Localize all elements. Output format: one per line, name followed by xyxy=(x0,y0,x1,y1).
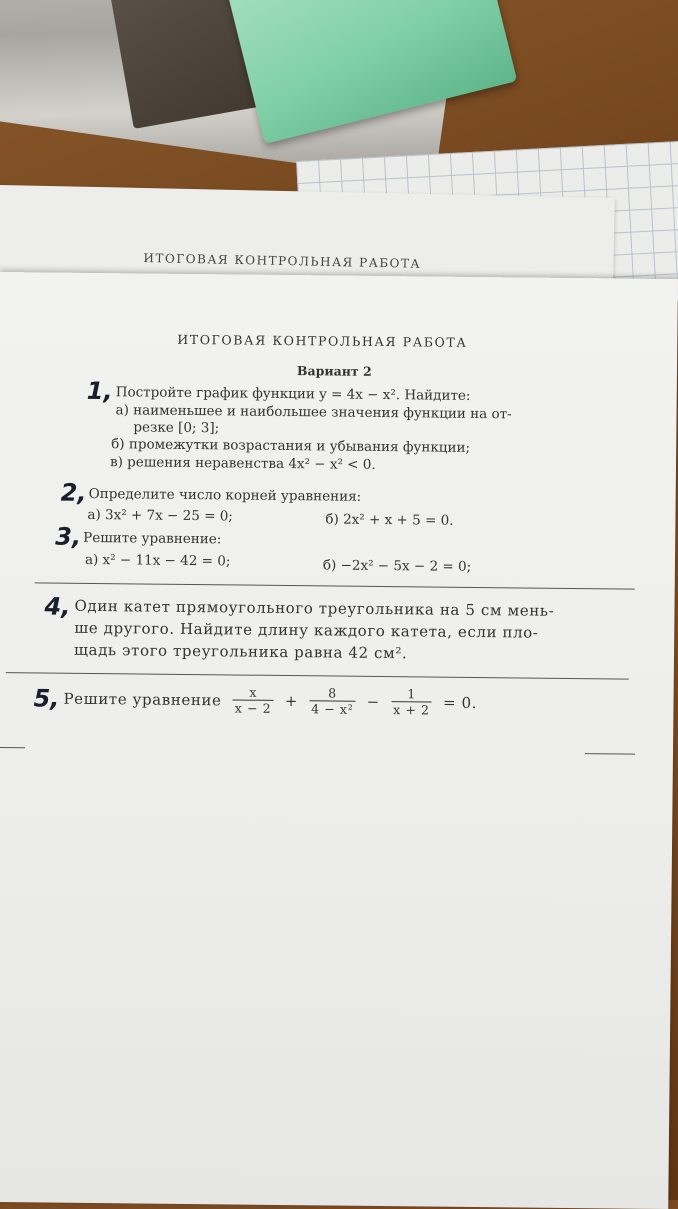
fraction-2 xyxy=(309,685,355,716)
task-2-line-a: а) 3x² + 7x − 25 = 0; xyxy=(87,506,233,525)
separator-line xyxy=(6,672,629,680)
back-sheet-title: ИТОГОВАЯ КОНТРОЛЬНАЯ РАБОТА xyxy=(143,251,422,271)
task-5-lead: Решите уравнение xyxy=(63,689,222,709)
task-5-equation xyxy=(61,683,479,718)
task-5-tail: = 0. xyxy=(442,693,478,712)
task-1-line-4: б) промежутки возрастания и убывания функции; xyxy=(111,436,471,456)
test-sheet xyxy=(0,272,678,1209)
task-2-line-b: б) 2x² + x + 5 = 0. xyxy=(325,511,454,529)
task-5-hand-number: 5, xyxy=(33,684,60,713)
fraction-2-numerator: 8 xyxy=(309,685,355,701)
variant-label: Вариант 2 xyxy=(296,363,372,379)
task-4-line-1: Один катет прямоугольного треугольника на 5 см мень- xyxy=(74,596,555,620)
task-3-line-1: Решите уравнение: xyxy=(83,529,222,548)
task-2-hand-number: 2, xyxy=(60,478,87,507)
task-3-hand-number: 3, xyxy=(55,522,82,551)
task-1-line-2: а) наименьшее и наибольшее значения функции на от- xyxy=(115,402,512,423)
fraction-1-denominator: x − 2 xyxy=(234,700,272,716)
fraction-1-numerator: x xyxy=(233,684,274,700)
fraction-3-numerator: 1 xyxy=(391,686,432,702)
fraction-3-denominator: x + 2 xyxy=(393,702,430,718)
fraction-2-denominator: 4 − x² xyxy=(311,701,354,717)
task-3-line-a: а) x² − 11x − 42 = 0; xyxy=(84,551,231,570)
operator-plus: + xyxy=(284,691,299,710)
separator-line xyxy=(35,582,635,589)
fraction-1 xyxy=(233,684,274,715)
operator-minus: − xyxy=(366,692,380,711)
task-2-line-1: Определите число корней уравнения: xyxy=(88,485,362,505)
task-4-line-2: ше другого. Найдите длину каждого катета, если пло- xyxy=(74,618,539,642)
task-4-hand-number: 4, xyxy=(44,592,71,621)
task-1-line-3: резке [0; 3]; xyxy=(133,419,220,437)
fraction-3 xyxy=(391,686,432,717)
sheet-title: ИТОГОВАЯ КОНТРОЛЬНАЯ РАБОТА xyxy=(177,331,468,350)
task-4-line-3: щадь этого треугольника равна 42 см². xyxy=(73,640,408,663)
underline-mark-left xyxy=(0,747,25,748)
underline-mark-right xyxy=(585,753,635,755)
task-1-hand-number: 1, xyxy=(86,376,113,406)
task-1-line-5: в) решения неравенства 4x² − x² < 0. xyxy=(109,454,376,473)
task-1-line-1: Постройте график функции y = 4x − x². Найдите: xyxy=(115,384,471,404)
task-3-line-b: б) −2x² − 5x − 2 = 0; xyxy=(322,557,472,575)
